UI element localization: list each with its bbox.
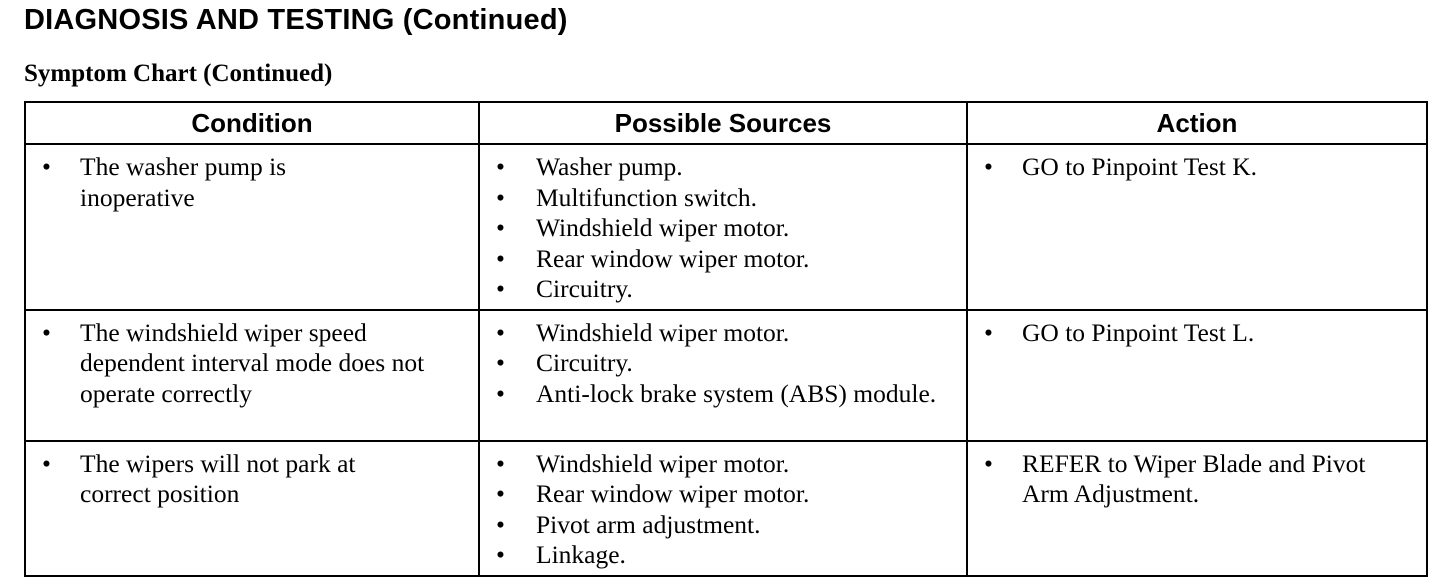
sources-cell [479,144,967,310]
action-cell [967,441,1427,576]
sources-cell [479,310,967,441]
bullet-icon: • [496,479,505,508]
bullet-icon: • [42,448,51,478]
bullet-icon: • [496,182,505,212]
chart-subheading: Symptom Chart (Continued) [24,60,333,87]
bullet-icon: • [42,317,51,347]
source-text: Circuitry. [536,348,633,377]
bullet-icon: • [496,378,505,408]
list-item [34,152,380,213]
list-item [488,479,958,510]
bullet-icon: • [496,243,505,273]
condition-cell [25,144,479,310]
source-text: Rear window wiper motor. [536,243,810,273]
table-row [25,310,1427,441]
condition-text: The windshield wiper speed dependent interval mode does not operate correctly [80,317,425,408]
bullet-icon: • [42,152,51,181]
bullet-icon: • [496,540,505,569]
bullet-icon: • [496,213,505,242]
list-item [34,449,430,510]
list-item [976,152,1418,183]
source-text: Washer pump. [536,152,683,181]
list-item [976,449,1402,510]
list-item [488,152,958,183]
list-item [488,540,958,571]
action-text: GO to Pinpoint Test K. [1022,152,1258,181]
source-text: Anti-lock brake system (ABS) module. [536,378,937,408]
list-item [488,318,958,349]
list-item [488,379,958,410]
source-text: Pivot arm adjustment. [536,509,761,539]
bullet-icon: • [496,348,505,377]
list-item [488,510,958,541]
header-possible-sources: Possible Sources [479,102,967,144]
page-heading: DIAGNOSIS AND TESTING (Continued) [24,4,568,36]
header-action: Action [967,102,1427,144]
bullet-icon: • [496,152,505,181]
list-item [34,318,470,410]
bullet-icon: • [984,448,993,478]
source-text: Rear window wiper motor. [536,479,810,508]
source-text: Windshield wiper motor. [536,317,790,347]
action-text: REFER to Wiper Blade and Pivot Arm Adjustment. [1022,448,1366,508]
table-row [25,144,1427,310]
table-row [25,441,1427,576]
condition-text: The washer pump is inoperative [80,152,287,212]
header-condition: Condition [25,102,479,144]
bullet-icon: • [496,509,505,539]
action-cell [967,144,1427,310]
list-item [488,274,958,305]
source-text: Linkage. [536,540,626,569]
bullet-icon: • [496,448,505,478]
list-item [488,183,958,214]
list-item [976,318,1418,349]
action-text: GO to Pinpoint Test L. [1022,317,1255,347]
action-cell [967,310,1427,441]
bullet-icon: • [984,152,993,181]
condition-text: The wipers will not park at correct position [80,448,356,508]
list-item [488,449,958,480]
source-text: Circuitry. [536,274,633,303]
bullet-icon: • [496,317,505,347]
list-item [488,348,958,379]
list-item [488,244,958,275]
source-text: Windshield wiper motor. [536,448,790,478]
condition-cell [25,441,479,576]
bullet-icon: • [496,274,505,303]
list-item [488,213,958,244]
bullet-icon: • [984,317,993,347]
source-text: Multifunction switch. [536,182,757,212]
source-text: Windshield wiper motor. [536,213,790,242]
symptom-chart-table [24,101,1428,577]
condition-cell [25,310,479,441]
sources-cell [479,441,967,576]
table-header-row [25,102,1427,144]
